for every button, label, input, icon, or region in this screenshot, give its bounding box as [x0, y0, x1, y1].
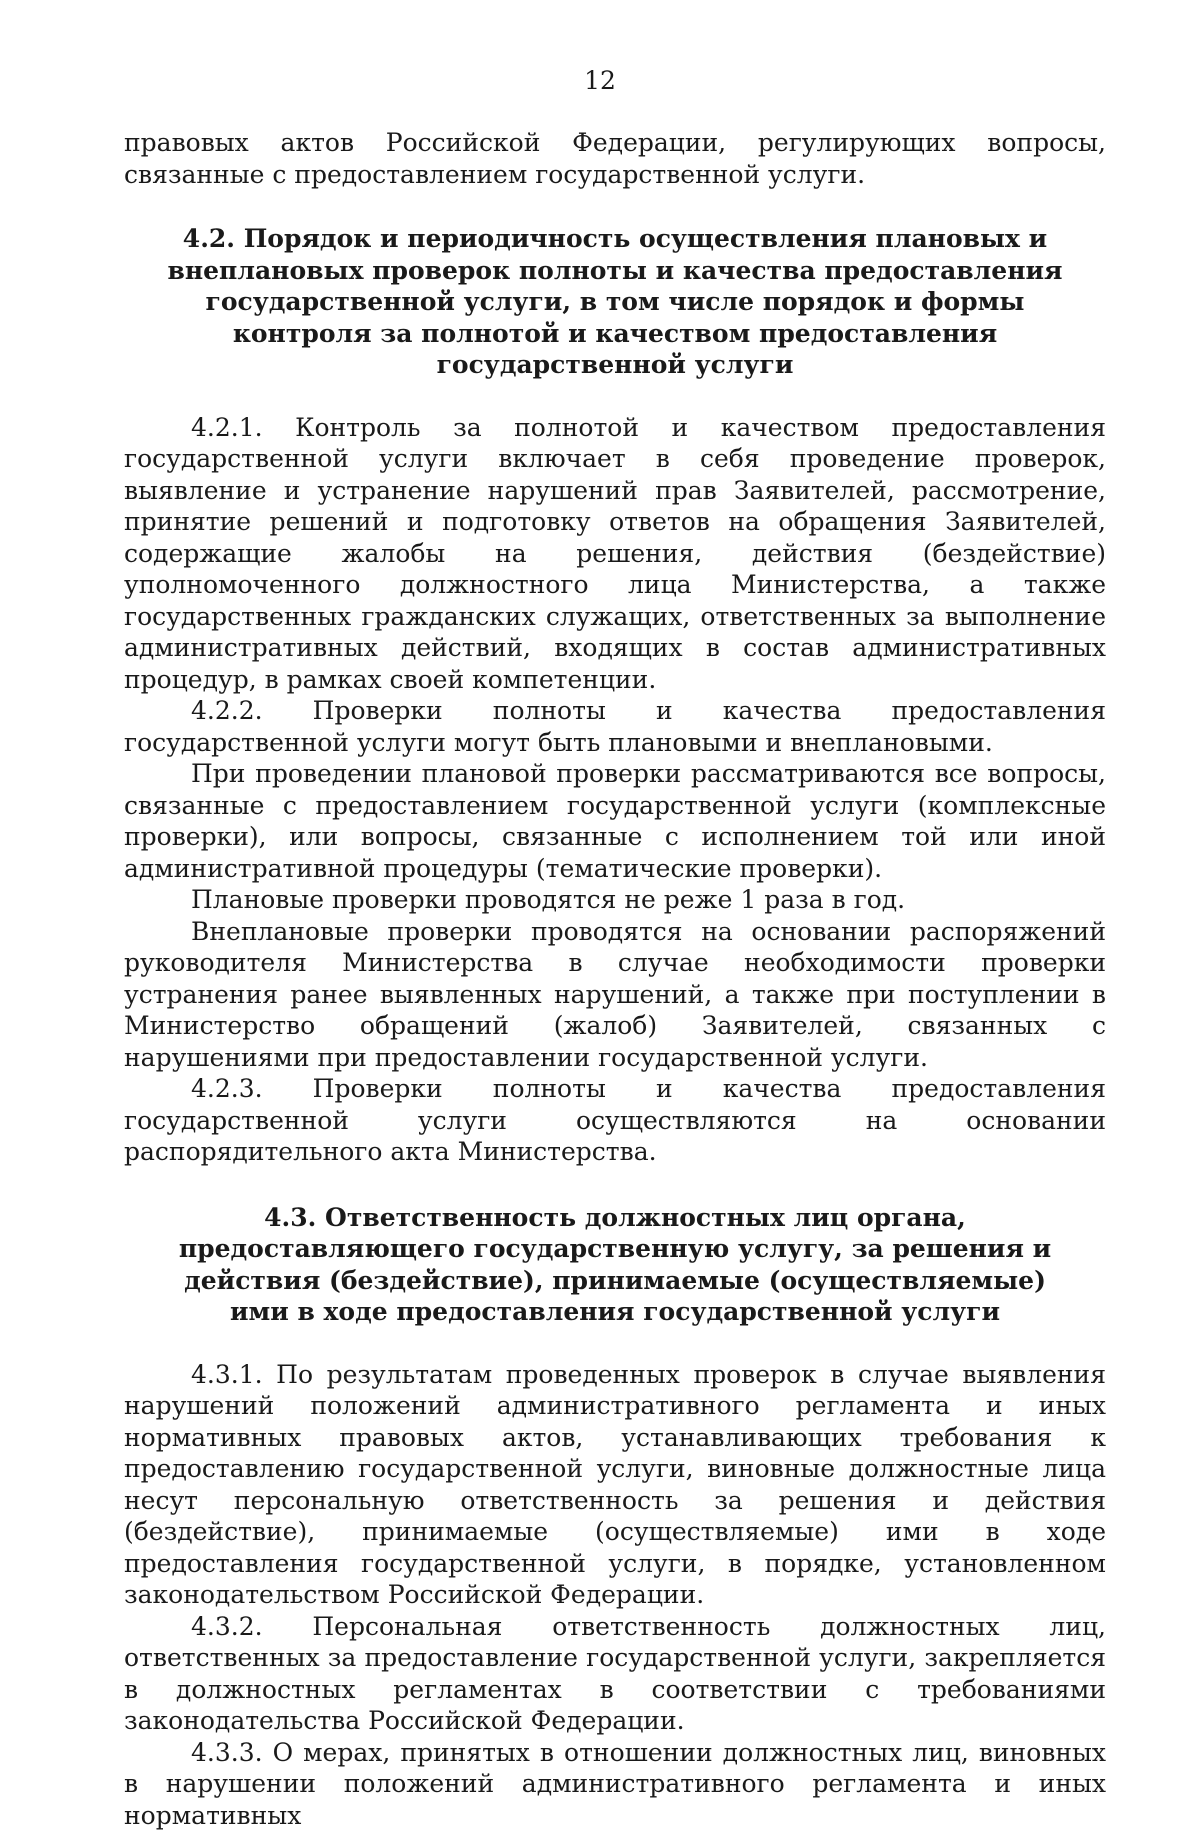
section-4-2-heading: 4.2. Порядок и периодичность осуществления плановых и внеплановых проверок полноты и качества предоставления государственной услуги, в том числе порядок и формы контроля за полнотой и качеством предоставления государственной услуги — [124, 223, 1106, 381]
section-4-3-heading: 4.3. Ответственность должностных лиц органа, предоставляющего государственную услугу, за решения и действия (бездействие), принимаемые (осуществляемые) ими в ходе предоставления государственной услуги — [124, 1202, 1106, 1328]
paragraph-4-3-2: 4.3.2. Персональная ответственность должностных лиц, ответственных за предоставление государственной услуги, закрепляется в должностных регламентах в соответствии с требованиями законодательства Российской Федерации. — [124, 1611, 1106, 1737]
paragraph-4-3-1: 4.3.1. По результатам проведенных проверок в случае выявления нарушений положений административного регламента и иных нормативных правовых актов, устанавливающих требования к предоставлению государственной услуги, виновные должностные лица несут персональную ответственность за решения и действия (бездействие), принимаемые (осуществляемые) ими в ходе предоставления государственной услуги, в порядке, установленном законодательством Российской Федерации. — [124, 1359, 1106, 1611]
page-number: 12 — [0, 66, 1200, 96]
document-body — [124, 127, 1106, 1831]
paragraph-planned-check: При проведении плановой проверки рассматриваются все вопросы, связанные с предоставлением государственной услуги (комплексные проверки), или вопросы, связанные с исполнением той или иной административной процедуры (тематические проверки). — [124, 758, 1106, 884]
paragraph-unplanned-check: Внеплановые проверки проводятся на основании распоряжений руководителя Министерства в случае необходимости проверки устранения ранее выявленных нарушений, а также при поступлении в Министерство обращений (жалоб) Заявителей, связанных с нарушениями при предоставлении государственной услуги. — [124, 916, 1106, 1074]
paragraph-planned-frequency: Плановые проверки проводятся не реже 1 раза в год. — [124, 884, 1106, 916]
paragraph-4-2-1: 4.2.1. Контроль за полнотой и качеством предоставления государственной услуги включает в себя проведение проверок, выявление и устранение нарушений прав Заявителей, рассмотрение, принятие решений и подготовку ответов на обращения Заявителей, содержащие жалобы на решения, действия (бездействие) уполномоченного должностного лица Министерства, а также государственных гражданских служащих, ответственных за выполнение административных действий, входящих в состав административных процедур, в рамках своей компетенции. — [124, 412, 1106, 696]
paragraph-4-2-3: 4.2.3. Проверки полноты и качества предоставления государственной услуги осуществляются на основании распорядительного акта Министерства. — [124, 1073, 1106, 1168]
continuation-paragraph: правовых актов Российской Федерации, регулирующих вопросы, связанные с предоставлением государственной услуги. — [124, 127, 1106, 190]
paragraph-4-3-3: 4.3.3. О мерах, принятых в отношении должностных лиц, виновных в нарушении положений административного регламента и иных нормативных — [124, 1737, 1106, 1831]
paragraph-4-2-2: 4.2.2. Проверки полноты и качества предоставления государственной услуги могут быть плановыми и внеплановыми. — [124, 695, 1106, 758]
